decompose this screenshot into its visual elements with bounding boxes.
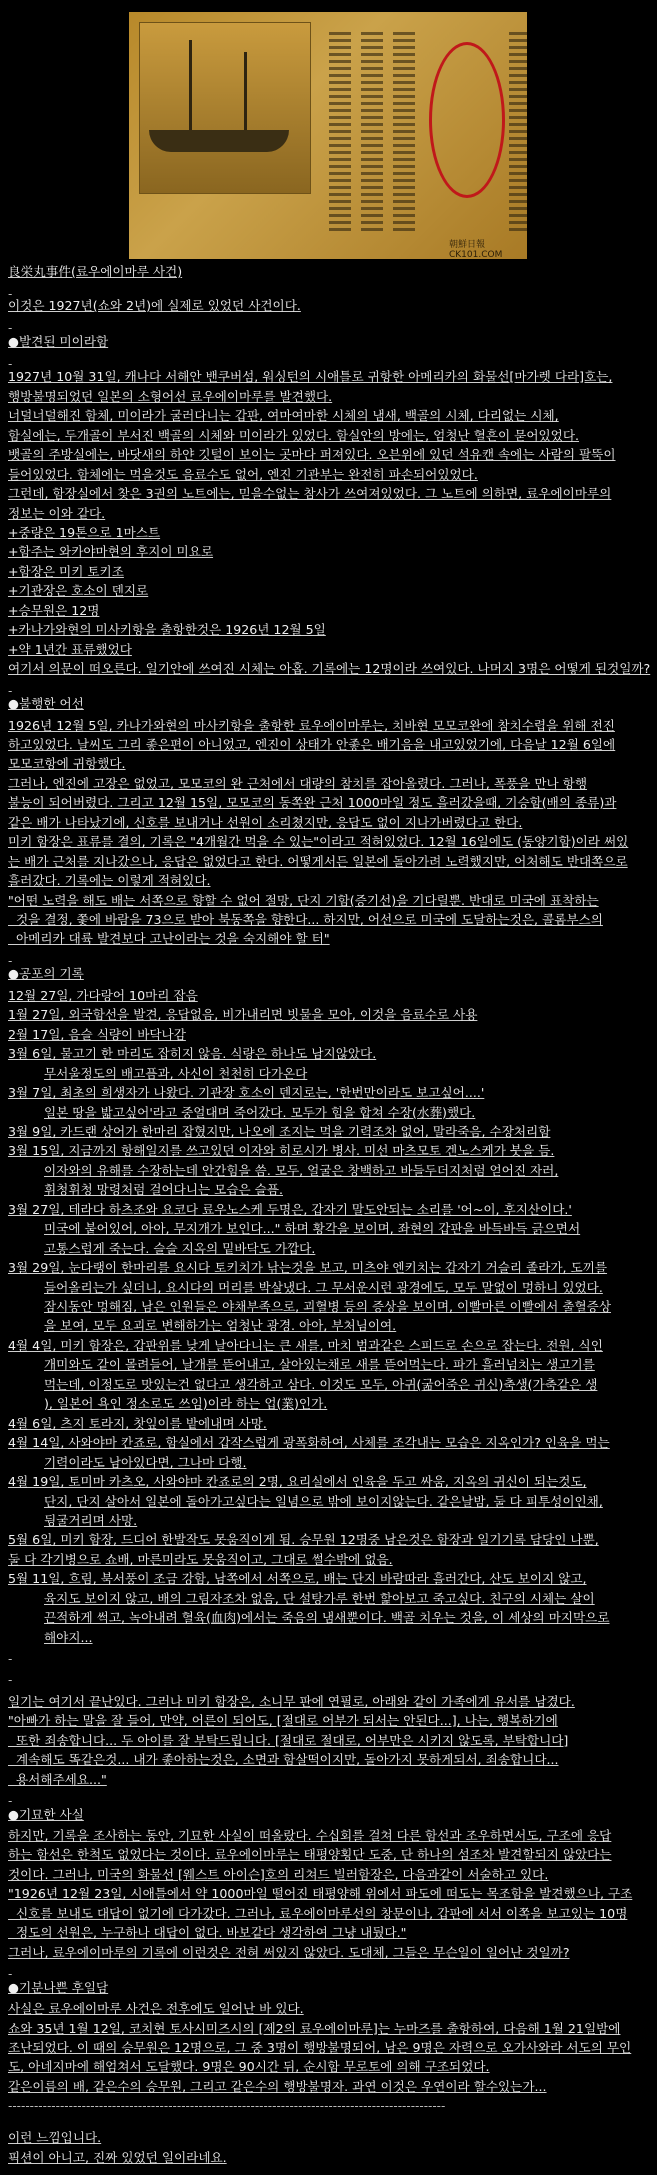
separator-dash: -	[8, 684, 13, 698]
text-line: "아빠가 하는 말을 잘 들어, 만약, 어른이 되어도, [절대로 어부가 되서는 안된다...], 나는, 행복하기에	[8, 1713, 558, 1728]
text-line: 신호를 보내도 대답이 없기에 다가갔다. 그러나, 료우에이마루선의 창문이나, 갑판에 서서 이쪽을 보고있는 10명	[8, 1906, 628, 1921]
text-line: 미키 함장은 표류를 결의, 기록은 "4개월간 먹을 수 있는"이라고 적혀있었다. 12월 16일에도 (동양기함)이라 써있	[8, 834, 629, 849]
text-line: 함실에는, 두개골이 부서진 백골의 시체와 미이라가 있었다. 함실안의 방에는, 엄청난 혈흔이 묻어있었다.	[8, 428, 580, 443]
text-line: ●기분나쁜 후일담	[8, 1980, 109, 1995]
separator-dash: -	[8, 1652, 13, 1666]
separator-dash: -	[8, 954, 13, 968]
text-line: 이자와의 유해를 수장하는데 안간힘을 씀. 모두, 얼굴은 창백하고 바들두더지처럼 얻어진 자러,	[44, 1163, 559, 1178]
text-line: 4월 4일, 미키 함장은, 갑판위를 낮게 날아다니는 큰 새를, 마치 범과같은 스피드로 손으로 잡는다. 전원, 식인	[8, 1338, 603, 1353]
text-line: 같은이름의 배, 같은수의 승무원, 그리고 같은수의 행방불명자. 과연 이것은 우연이라 할수있는가...	[8, 2079, 547, 2094]
text-line: 둘 다 각기병으로 쇼배, 마른미라도 못움직이고, 그대로 썰수밖에 없음.	[8, 1552, 393, 1567]
text-line: 너덜너덜해진 함체, 미이라가 굴러다니는 갑판, 여마여마한 시체의 냄새, 백골의 시체, 다리없는 시체,	[8, 408, 559, 423]
text-line: 4월 6일, 츠지 토라지, 찻잎이를 밭에내며 사망.	[8, 1416, 267, 1431]
text-line: 들어있었다. 함체에는 먹을것도 음료수도 없어, 엔진 기관부는 완전히 파손되어있었다.	[8, 467, 478, 482]
text-line: 4월 19일, 토미마 카츠오, 사와야마 칸죠로의 2명, 요리실에서 인육을 두고 싸움, 지옥의 귀신이 되는것도,	[8, 1474, 587, 1489]
text-line: 도, 아네지마에 해엄쳐서 도달했다. 9명은 90시간 뒤, 순시함 무로토에 의해 구조되었다.	[8, 2059, 490, 2074]
text-line: 개미와도 같이 몰려들어, 날개를 뜯어내고, 살아있는채로 새를 뜯어먹는다. 파가 흘러넘치는 생고기를	[44, 1357, 595, 1372]
text-line: 무서울정도의 배고픔과, 사신이 천천히 다가온다	[44, 1066, 308, 1081]
text-line: 그런데, 함장실에서 찾은 3권의 노트에는, 믿을수없는 참사가 쓰여져있었다. 그 노트에 의하면, 료우에이마루의	[8, 486, 612, 501]
text-line: 는 배가 근처를 지나갔으나, 응답은 없었다고 한다. 어떻게서든 일본에 돌아가려 노력했지만, 어처해도 반대쪽으로	[8, 854, 628, 869]
text-line: 같은 배가 나타났기에, 신호를 보내거나 선원이 소리쳤지만, 응답도 없이 지나가버렸다고 한다.	[8, 815, 523, 830]
text-column	[393, 32, 415, 232]
text-line: +약 1년간 표류했었다	[8, 642, 132, 657]
text-line: 여기서 의문이 떠오른다. 일기안에 쓰여진 시체는 아홉. 기록에는 12명이라 쓰여있다. 나머지 3명은 어떻게 된것일까?	[8, 661, 651, 676]
text-line: 을 보여, 모두 요괴로 변해하가는 엄청난 광경. 아아, 부처님이여.	[44, 1318, 397, 1333]
text-line: 사실은 료우에이마루 사건은 전후에도 일어난 바 있다.	[8, 2001, 304, 2016]
text-line: 3월 6일, 물고기 한 마리도 잡히지 않음. 식량은 하나도 남지않았다.	[8, 1046, 377, 1061]
text-line: 것이다. 그러나, 미국의 화물선 [웨스트 아이슨]호의 리쳐드 빌러함장은, 다음과같이 서술하고 있다.	[8, 1867, 549, 1882]
text-line: 미국에 붙어있어, 아아, 무지개가 보인다..." 하며 황각을 보이며, 좌현의 갑판을 바득바득 긁으면서	[44, 1221, 581, 1236]
mast-shape	[189, 40, 192, 136]
text-line: +함장은 미키 토키조	[8, 564, 124, 579]
text-line: 12월 27일, 가다랑어 10마리 잡음	[8, 988, 198, 1003]
text-line: 조난되었다. 이 때의 승무원은 12명으로, 그 중 3명이 행방불명되어, 남은 9명은 자력으로 오가사와라 서도의 무인	[8, 2040, 632, 2055]
text-line: 정도의 선원은, 누구하나 대답이 없다. 바보같다 생각하여 그냥 내뒀다."	[8, 1925, 407, 1940]
ship-photo	[139, 22, 311, 194]
text-line: ), 일본어 욕인 정소로도 쓰임)이라 하는 업(業)인가.	[44, 1396, 328, 1411]
text-line: 육지도 보이지 않고, 배의 그림자조차 없음, 단 설탕가루 한번 핥아보고 죽고싶다. 친구의 시체는 살이	[44, 1591, 595, 1606]
text-line: 1월 27일, 외국함선을 발견, 응답없음, 비가내리면 빗물을 모아, 이것을 음료수로 사용	[8, 1007, 478, 1022]
text-line: 3월 27일, 테라다 하츠조와 요코다 료우노스케 두명은, 갑자기 말도안되는 소리를 '어~이, 후지산이다.'	[8, 1202, 572, 1217]
text-line: 하지만, 기록을 조사하는 동안, 기묘한 사실이 떠올랐다. 수십회를 걸쳐 다른 함선과 조우하면서도, 구조에 응답	[8, 1828, 612, 1843]
text-line: 잠시동안 멍해짐, 남은 인원들은 야채부족으로, 괴혈병 등의 증상을 보이며, 이빨마른 이빨에서 출혈증상	[44, 1299, 611, 1314]
text-line: 1926년 12월 5일, 카나가와현의 마사키항을 출항한 료우에이마루는, 치바현 모모코완에 참치수렵을 위해 전진	[8, 718, 615, 733]
text-column	[361, 32, 383, 232]
text-line: 고통스럽게 죽는다. 슬슬 지옥의 밑바닥도 가깝다.	[44, 1241, 316, 1256]
text-line: 일본 땅을 밟고싶어'라고 중얼대며 죽어갔다. 모두가 힘을 합쳐 수장(水葬)했다.	[44, 1105, 476, 1120]
footer-line: 이런 느낌입니다.	[8, 2130, 102, 2145]
text-line: +승무원은 12명	[8, 603, 100, 618]
text-line: 하는 함선은 한척도 없었다는 것이다. 료우에이마루는 태평양횡단 도중, 단 하나의 섬조차 발견할되지 않았다는	[8, 1847, 612, 1862]
text-line: 일기는 여기서 끝난있다. 그러나 미키 함장은, 소니무 판에 연필로, 아래와 같이 가족에게 유서를 남겼다.	[8, 1694, 575, 1709]
text-line: 불능이 되어버렸다. 그리고 12월 15일, 모모코의 동쪽완 근처 1000마일 정도 흘러갔을때, 기승함(배의 종류)과	[8, 795, 617, 810]
text-line: 끈적하게 썩고, 녹아내려 혈육(血肉)에서는 죽음의 냄새뿐이다. 백골 치우는 것을, 이 세상의 마지막으로	[44, 1610, 610, 1625]
separator-dash: -	[8, 321, 13, 335]
text-line: ●발견된 미이라함	[8, 334, 109, 349]
footer-line: 픽션이 아니고, 진짜 있었던 일이라네요.	[8, 2150, 227, 2165]
text-line: 것을 결정, 쫓에 바람을 73으로 받아 북동쪽을 향한다... 하지만, 어선으로 미국에 도달하는것은, 콜롬부스의	[8, 912, 603, 927]
text-line: 아메리카 대륙 발견보다 고난이라는 것을 숙지해야 할 터"	[8, 931, 330, 946]
text-line: 행방불명되었던 일본의 소형어선 료우에이마루를 발견했다.	[8, 389, 333, 404]
text-line: 뒹굴거리며 사망.	[44, 1513, 138, 1528]
text-line: 모모코항에 귀항했다.	[8, 756, 126, 771]
text-line: 3월 15일, 지금까지 항해일지를 쓰고있던 이자와 히로시가 병사. 미선 마츠모토 겐노스케가 붓을 듬.	[8, 1143, 555, 1158]
text-line: +기관장은 호소이 덴지로	[8, 583, 149, 598]
text-line: +중량은 19톤으로 1마스트	[8, 525, 161, 540]
text-line: 또한 죄송합니다... 두 아이를 잘 부탁드립니다. [절대로 절대로, 어부만은 시키지 않도록, 부탁합니다]	[8, 1733, 569, 1748]
text-line: 먹는데, 이정도로 맛있는건 없다고 생각하고 삼다. 이것도 모두, 아귀(굶어죽은 귀신)축생(가축같은 생	[44, 1377, 598, 1392]
text-line: ●기묘한 사실	[8, 1807, 84, 1822]
text-line: 3월 9일, 카드랜 상어가 한마리 잡혔지만, 나오에 조지는 먹을 기력조차 없어, 말라죽음, 수장처리함	[8, 1124, 551, 1139]
text-line: ●공포의 기록	[8, 966, 84, 981]
text-line: 계속해도 똑같은것... 내가 좋아하는것은, 소면과 함살떡이지만, 돌아가지 못하게되서, 죄송합니다...	[8, 1752, 559, 1767]
text-line: 1927년 10월 31일, 캐나다 서해안 밴쿠버섬, 워싱턴의 시애틀로 귀항한 아메리카의 화물선[마가렛 다라]호는,	[8, 369, 613, 384]
photo-caption: 朝鮮日報 CK101.COM	[449, 240, 503, 259]
separator-dash: -	[8, 357, 13, 371]
newspaper-photo	[129, 12, 527, 259]
text-column	[329, 32, 351, 232]
hull-shape	[149, 130, 289, 152]
text-line: 이것은 1927년(쇼와 2년)에 실제로 있었던 사건이다.	[8, 298, 301, 313]
text-line: 3월 7일, 최초의 희생자가 나왔다. 기관장 호소이 덴지로는, '한번만이라도 보고싶어....'	[8, 1085, 485, 1100]
text-line: 4월 14일, 사와야마 칸죠로, 함실에서 갑작스럽게 광폭화하여, 사체를 조각내는 모습은 지옥인가? 인육을 먹는	[8, 1435, 610, 1450]
text-line: 5월 11일, 흐림, 북서풍이 조금 강함, 남쪽에서 서쪽으로, 배는 단지 바람따라 흘러간다, 산도 보이지 않고,	[8, 1571, 587, 1586]
text-line: +카나가와현의 미사키항을 출항한것은 1926년 12월 5일	[8, 622, 326, 637]
text-line: 良栄丸事件(료우에이마루 사건)	[8, 264, 183, 279]
separator-dash: -	[8, 1673, 13, 1687]
separator-dash: -----------------------------------------------------------------------------------------------------	[8, 2099, 446, 2113]
text-line: 흘러갔다. 기록에는 이렇게 적혀있다.	[8, 873, 211, 888]
text-line: 정보는 이와 같다.	[8, 506, 106, 521]
text-line: 쇼와 35년 1월 12일, 코치현 토사시미즈시의 [제2의 료우에이마루]는 누마즈를 출항하여, 다음해 1월 21일밤에	[8, 2021, 621, 2036]
text-line: 그러나, 엔진에 고장은 없었고, 모모코의 완 근처에서 대량의 참치를 잡아올렸다. 그러나, 폭풍을 만나 항행	[8, 776, 588, 791]
text-line: "1926년 12월 23일, 시애틀에서 약 1000마일 떨어진 태평양해 위에서 파도에 떠도는 목조함을 발견했으나, 구조	[8, 1886, 633, 1901]
red-circle-highlight	[429, 42, 505, 198]
text-line: 그러나, 료우에이마루의 기록에 이런것은 전혀 써있지 않았다. 도대체, 그들은 무슨일이 일어난 것일까?	[8, 1945, 570, 1960]
text-line: 2월 17일, 음슬 식량이 바닥나감	[8, 1027, 186, 1042]
text-line: 해야지...	[44, 1630, 93, 1645]
text-line: +함주는 와카야마현의 후지이 미요로	[8, 544, 214, 559]
separator-dash: -	[8, 1967, 13, 1981]
text-line: 휘청휘청 망령처럼 걸어다니는 모습은 슬픔.	[44, 1182, 283, 1197]
text-line: 5월 6일, 미키 함장, 드디어 한발작도 못움직이게 됨. 승무원 12명중 남은것은 함장과 일기기록 담당인 나뿐,	[8, 1532, 599, 1547]
separator-dash: -	[8, 1794, 13, 1808]
text-line: 3월 29일, 눈다랭이 한마리를 요시다 토키치가 낚는것을 보고, 미츠야 엔키치는 갑자기 거슬리 졸라가, 도끼를	[8, 1260, 608, 1275]
text-line: ●불행한 어선	[8, 696, 84, 711]
text-line: 용서해주세요..."	[8, 1772, 107, 1787]
text-line: 뱃골의 주방실에는, 바닷새의 하얀 깃털이 보이는 곳마다 퍼져있다. 오븐위에 있던 석유캔 속에는 사람의 팔뚝이	[8, 447, 616, 462]
separator-dash: -	[8, 287, 13, 301]
text-column	[509, 32, 527, 232]
text-line: 하고있었다. 날씨도 그리 좋은편이 아니었고, 엔진이 상태가 안좋은 배기음을 내고있었기에, 다음날 12월 6일에	[8, 737, 616, 752]
text-line: 단지, 단지 살아서 일본에 돌아가고싶다는 일념으로 밖에 보이지않는다. 같은날밤, 둘 다 피투성이인채,	[44, 1494, 603, 1509]
mast-shape	[244, 52, 247, 136]
text-line: 들어올리는가 싶더니, 요시다의 머리를 박살냈다. 그 무서운시런 광경에도, 모두 말없이 멍하니 있었다.	[44, 1280, 603, 1295]
text-line: "어떤 노력을 해도 배는 서쪽으로 향할 수 없어 절망, 단지 기함(증기선)을 기다릴뿐. 반대로 미국에 표착하는	[8, 893, 599, 908]
text-line: 기력이라도 남아있다면, 그나마 다행.	[44, 1455, 247, 1470]
